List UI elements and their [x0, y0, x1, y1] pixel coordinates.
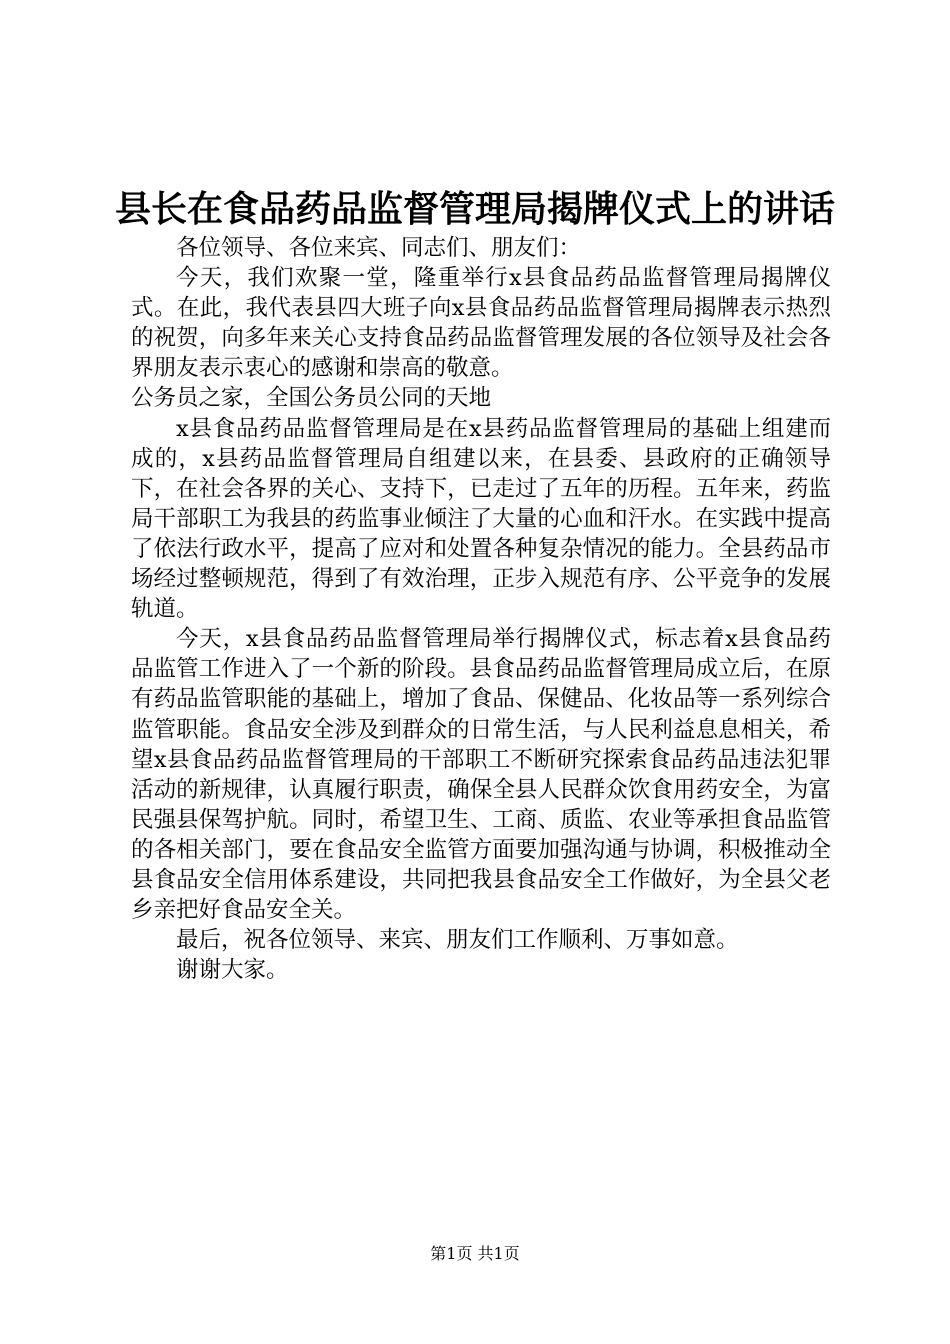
- body-paragraph: x县食品药品监督管理局是在x县药品监督管理局的基础上组建而成的，x县药品监督管理局自组建以来，在县委、县政府的正确领导下，在社会各界的关心、支持下，已走过了五年的历程。五年来，药监局干部职工为我县的药监事业倾注了大量的心血和汗水。在实践中提高了依法行政水平，提高了应对和处置各种复杂情况的能力。全县药品市场经过整顿规范，得到了有效治理，正步入规范有序、公平竞争的发展轨道。: [131, 415, 831, 623]
- closing-paragraph: 最后，祝各位领导、来宾、朋友们工作顺利、万事如意。: [176, 927, 739, 954]
- body-paragraph: 公务员之家，全国公务员公同的天地: [131, 385, 492, 412]
- thanks-paragraph: 谢谢大家。: [176, 957, 289, 984]
- page-number-footer: 第1页 共1页: [430, 1244, 520, 1263]
- document-body: [131, 233, 831, 985]
- document-title: 县长在食品药品监督管理局揭牌仪式上的讲话: [114, 188, 835, 230]
- salutation-paragraph: 各位领导、各位来宾、同志们、朋友们：: [176, 235, 582, 261]
- body-paragraph: 今天，x县食品药品监督管理局举行揭牌仪式，标志着x县食品药品监管工作进入了一个新的阶段。县食品药品监督管理局成立后，在原有药品监管职能的基础上，增加了食品、保健品、化妆品等一系列综合监管职能。食品安全涉及到群众的日常生活，与人民利益息息相关，希望x县食品药品监督管理局的干部职工不断研究探索食品药品违法犯罪活动的新规律，认真履行职责，确保全县人民群众饮食用药安全，为富民强县保驾护航。同时，希望卫生、工商、质监、农业等承担食品监管的各相关部门，要在食品安全监管方面要加强沟通与协调，积极推动全县食品安全信用体系建设，共同把我县食品安全工作做好，为全县父老乡亲把好食品安全关。: [131, 626, 831, 924]
- body-paragraph: 今天，我们欢聚一堂，隆重举行x县食品药品监督管理局揭牌仪式。在此，我代表县四大班子向x县食品药品监督管理局揭牌表示热烈的祝贺，向多年来关心支持食品药品监督管理发展的各位领导及社会各界朋友表示衷心的感谢和崇高的敬意。: [131, 265, 831, 382]
